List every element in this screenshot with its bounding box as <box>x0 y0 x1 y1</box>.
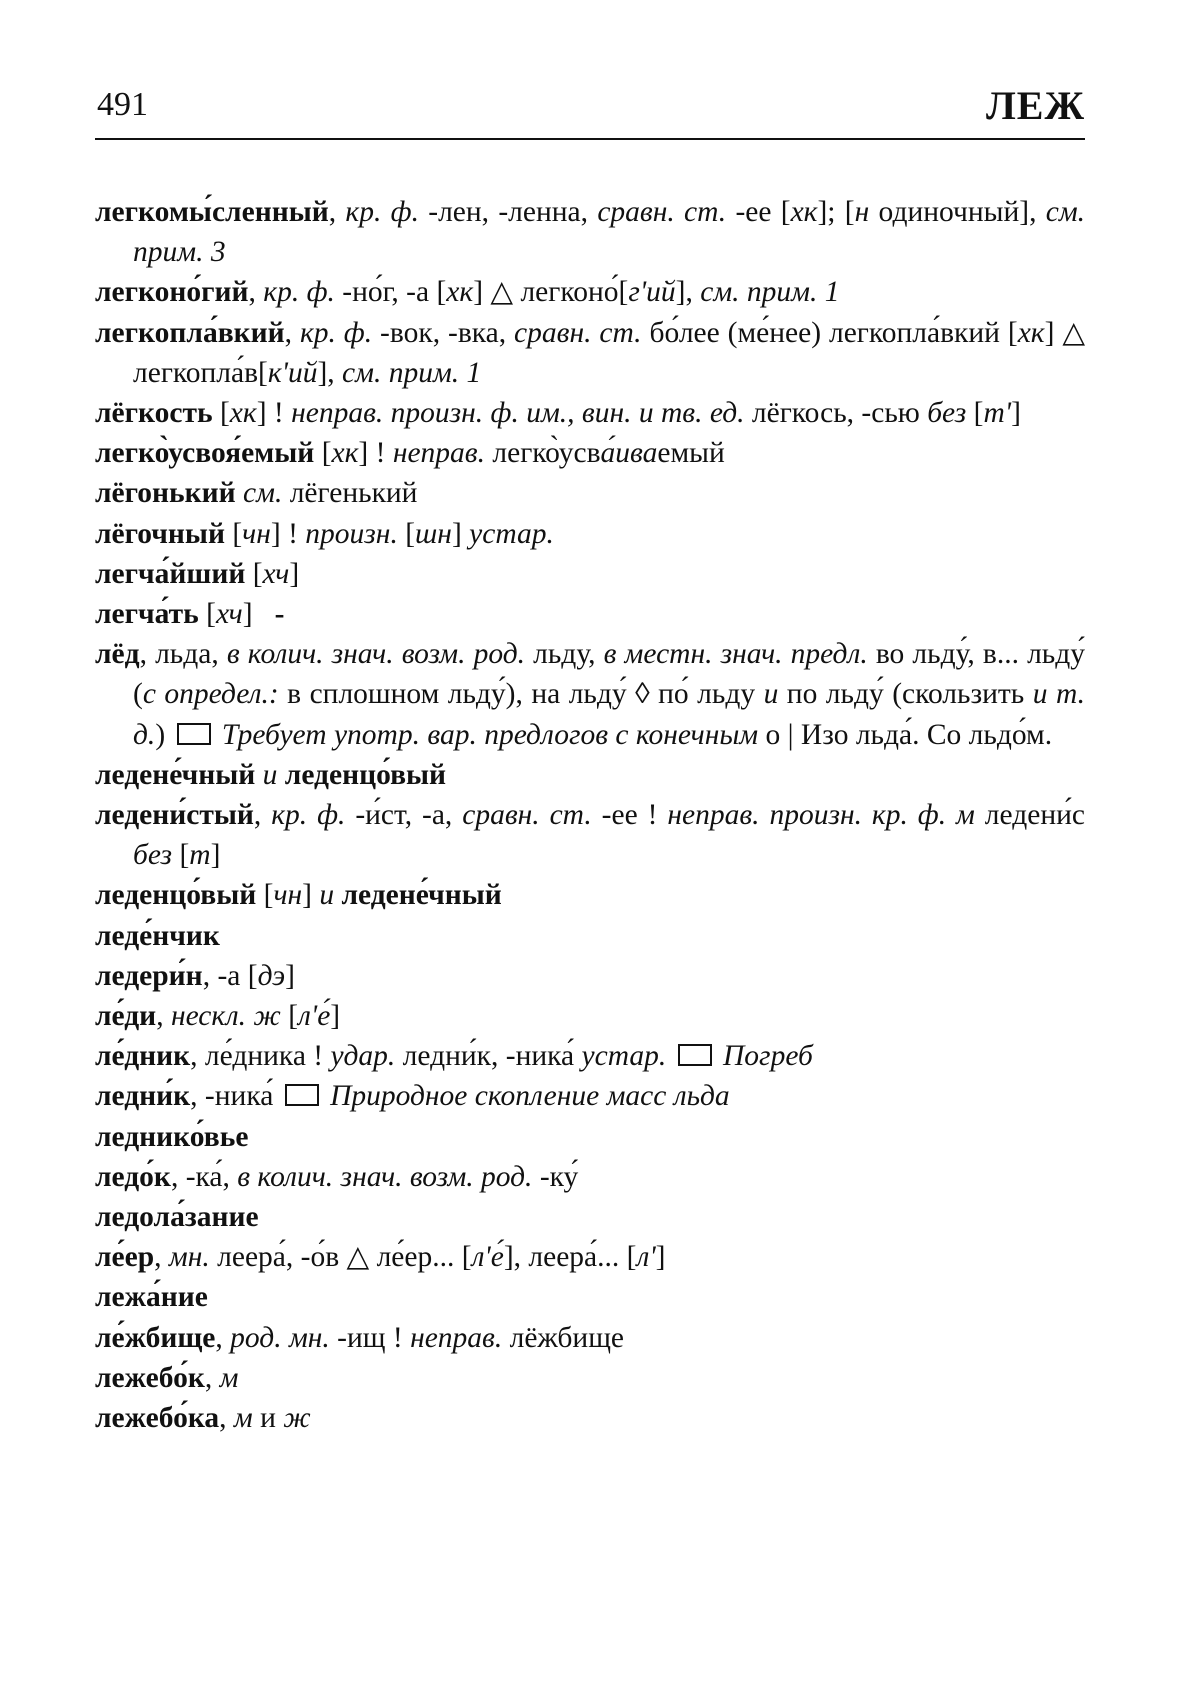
grammar-label: кʹий <box>267 356 318 389</box>
dictionary-entry <box>95 1197 1085 1237</box>
entry-text: ]; [ <box>817 196 855 228</box>
dictionary-entry <box>95 272 1085 312</box>
dictionary-entry <box>95 1117 1085 1157</box>
entry-text: ] <box>242 598 253 631</box>
grammar-label: и т. д. <box>133 678 1085 751</box>
headword: леде́нчик <box>95 919 220 952</box>
dictionary-entry: легча́ть [хч] - <box>95 598 285 631</box>
entry-text: ] △ легкопла́в[ <box>133 316 1086 389</box>
grammar-label: м <box>219 1361 239 1394</box>
grammar-label: устар. <box>469 517 554 550</box>
dictionary-entry <box>95 1398 1085 1438</box>
entry-text: и <box>252 1402 284 1435</box>
entry-text: бо́лее (ме́нее) легкопла́вкий [ <box>641 316 1018 349</box>
entry-text <box>716 1040 723 1072</box>
grammar-label: произн. <box>305 517 398 550</box>
grammar-label: тʹ <box>983 397 1012 430</box>
page-number: 491 <box>97 86 148 123</box>
dictionary-entry <box>95 1358 1085 1398</box>
dictionary-entry <box>95 473 1085 513</box>
definition-box-icon <box>678 1044 712 1066</box>
grammar-label: без <box>133 839 173 872</box>
grammar-label: сравн. ст. <box>462 799 592 832</box>
entry-text: [ <box>198 598 216 631</box>
grammar-label: см. <box>243 477 283 510</box>
grammar-label: хч <box>215 598 243 631</box>
header-rule <box>95 138 1085 140</box>
entry-text <box>236 477 243 509</box>
cross-ref-headword: ледене́чный <box>341 879 502 912</box>
entry-text: ], <box>317 356 343 389</box>
dictionary-entry <box>95 1277 1085 1317</box>
entry-text: ] <box>330 1000 341 1033</box>
grammar-label: в местн. знач. предл. <box>603 638 868 671</box>
entry-text: о | Изо льда́. Со льдо́м. <box>758 718 1053 751</box>
entry-text: -но́г, -а [ <box>334 276 447 309</box>
entry-text: , <box>215 1321 231 1354</box>
entry-text <box>323 1080 330 1112</box>
entry-text: легко̀усв <box>485 437 601 470</box>
entry-text: -лен, -ленна, <box>418 196 598 228</box>
headword: леденцо́вый <box>95 879 257 912</box>
grammar-label: хч <box>262 557 290 590</box>
entry-text: -ее [ <box>726 196 791 228</box>
grammar-label: кр. ф. <box>345 196 419 228</box>
grammar-label: см. прим. 3 <box>133 196 1086 269</box>
definition-box-icon <box>177 723 211 745</box>
entry-text: , <box>204 1361 220 1394</box>
entry-text: лёгенький <box>282 477 418 510</box>
entry-text: ] <box>210 839 221 872</box>
entry-text: , <box>253 799 272 832</box>
entry-text: ] ! <box>256 397 292 430</box>
grammar-label: неправ. произн. ф. им., вин. и тв. ед. <box>291 397 745 430</box>
entry-text: , <box>328 196 346 228</box>
grammar-label: неправ. <box>392 437 485 470</box>
dictionary-entry <box>95 514 1085 554</box>
grammar-label: лʹе́ <box>471 1241 504 1274</box>
dictionary-entry <box>95 1076 1085 1116</box>
entry-text: [ <box>966 397 984 430</box>
headword: лёгочный <box>95 517 225 550</box>
headword: ледене́чный <box>95 758 256 791</box>
dictionary-entry <box>95 916 1085 956</box>
dictionary-entry <box>95 875 1085 915</box>
entry-text <box>666 1040 673 1072</box>
grammar-label: неправ. <box>410 1321 503 1354</box>
entry-text: в сплошном льду́), на льду́ ◊ по́ льду <box>278 678 764 711</box>
entry-text <box>334 879 341 911</box>
grammar-label: Требует употр. вар. предлогов с конечным <box>221 718 759 751</box>
headword: легча́ть <box>95 598 199 631</box>
headword: легкомы́сленный <box>95 196 329 228</box>
headword: лёгкость <box>95 397 213 430</box>
entry-text: во льду́, в... льду́ ( <box>133 638 1086 711</box>
grammar-label: чн <box>242 517 271 550</box>
entry-text: [ <box>314 437 332 470</box>
entry-text: [ <box>256 879 274 912</box>
entry-text: , <box>248 276 264 309</box>
guide-word: ЛЕЖ <box>985 83 1085 128</box>
dictionary-entry <box>95 996 1085 1036</box>
dictionary-entry <box>95 1237 1085 1277</box>
cross-ref-headword: леденцо́вый <box>284 758 447 791</box>
headword: лежа́ние <box>95 1281 208 1314</box>
grammar-label: без <box>927 397 967 430</box>
entry-text: ] △ легконо́[ <box>473 276 629 309</box>
entry-text: -ее ! <box>591 799 668 832</box>
entry-text: , ле́дника ! <box>190 1040 331 1073</box>
entry-text: -ищ ! <box>329 1321 411 1354</box>
entry-text: одиночный], <box>869 196 1046 228</box>
entry-text: , -ника́ <box>190 1080 281 1113</box>
grammar-label: род. мн. <box>230 1321 330 1354</box>
grammar-label: гʹий <box>628 276 676 309</box>
headword: ледо́к <box>95 1160 171 1193</box>
entry-text: , <box>284 316 300 349</box>
headword: лёд <box>95 638 140 671</box>
entry-text: [ <box>280 1000 299 1033</box>
entry-text: , льда, <box>139 638 227 671</box>
dictionary-entry <box>95 433 1085 473</box>
grammar-label: хк <box>229 397 257 430</box>
entry-text: , <box>156 1000 171 1033</box>
grammar-label: неправ. произн. кр. ф. м <box>667 799 975 832</box>
dictionary-entry <box>95 1318 1085 1358</box>
headword: ле́жбище <box>95 1321 216 1354</box>
dictionary-entry <box>95 634 1085 755</box>
headword: лежебо́к <box>95 1361 205 1394</box>
headword: лежебо́ка <box>95 1402 220 1435</box>
grammar-label: сравн. ст. <box>597 196 727 228</box>
grammar-label: в колич. знач. возм. род. <box>237 1160 533 1193</box>
headword: ледери́н <box>95 959 203 992</box>
grammar-label: см. прим. 1 <box>342 356 482 389</box>
entry-text: [ <box>224 517 243 550</box>
grammar-label: нескл. ж <box>170 1000 281 1033</box>
dictionary-entry <box>95 554 1085 594</box>
grammar-label: чн <box>273 879 303 912</box>
entry-text: [ <box>397 517 416 550</box>
grammar-label: лʹ <box>636 1241 656 1274</box>
grammar-label: и <box>319 879 335 912</box>
entry-text: ледени́с <box>974 799 1086 832</box>
grammar-label: н <box>854 196 870 228</box>
entry-text: , <box>154 1241 169 1274</box>
dictionary-entry <box>95 956 1085 996</box>
grammar-label: дэ <box>257 959 286 992</box>
dictionary-entry <box>95 192 1085 272</box>
entry-text: -ку́ <box>532 1160 579 1193</box>
headword: легко̀усвоя́емый <box>95 437 315 470</box>
dictionary-entry <box>95 795 1085 875</box>
entry-text: [ <box>172 839 190 872</box>
page-header <box>95 82 1085 140</box>
grammar-label: в колич. знач. возм. род. <box>226 638 526 671</box>
entry-text: ], <box>675 276 701 309</box>
grammar-label: а́ива <box>600 437 658 470</box>
headword: ле́ер <box>95 1241 155 1274</box>
entry-text: льду, <box>525 638 604 671</box>
headword: леднико́вье <box>95 1120 249 1153</box>
entry-text: ] ! <box>358 437 393 470</box>
entry-text: леера́, -о́в △ ле́ер... [ <box>209 1241 472 1274</box>
entry-text: ], леера́... [ <box>503 1241 637 1274</box>
grammar-label: и <box>262 758 278 791</box>
dictionary-entry <box>95 1157 1085 1197</box>
entry-text: ] <box>451 517 470 550</box>
headword: ледола́зание <box>95 1201 259 1234</box>
grammar-label: лʹе́ <box>298 1000 331 1033</box>
headword: ле́дник <box>95 1040 191 1073</box>
headword: легча́йший <box>95 557 246 590</box>
entry-list <box>95 192 1085 1438</box>
entry-text: ] <box>1011 397 1021 430</box>
entry-text <box>255 759 262 791</box>
entry-text: ) <box>155 718 173 751</box>
grammar-label: шн <box>415 517 452 550</box>
entry-text <box>277 759 284 791</box>
entry-text: ледни́к, -ника́ <box>395 1040 582 1073</box>
headword: ле́ди <box>95 1000 157 1033</box>
grammar-label: м <box>233 1402 253 1435</box>
dictionary-entry <box>95 393 1085 433</box>
entry-text: ] ! <box>270 517 306 550</box>
entry-text: ] <box>289 557 300 590</box>
grammar-label: кр. ф. <box>271 799 346 832</box>
headword: ледни́к <box>95 1080 191 1113</box>
grammar-label: хк <box>790 196 818 228</box>
entry-text: емый <box>657 437 725 470</box>
entry-text: ] <box>285 959 295 992</box>
grammar-label: см. прим. 1 <box>700 276 840 309</box>
entry-text: -вок, -вка, <box>372 316 515 349</box>
entry-text: ] <box>655 1241 666 1274</box>
entry-text: лёгкось, -сью <box>744 397 928 430</box>
grammar-label: хк <box>331 437 359 470</box>
dictionary-entry <box>95 1036 1085 1076</box>
entry-text: , <box>219 1402 234 1435</box>
dictionary-entry <box>95 313 1085 393</box>
entry-text: , -а [ <box>202 959 258 992</box>
grammar-label: хк <box>1017 316 1045 349</box>
entry-text: [ <box>212 397 230 430</box>
headword: легкопла́вкий <box>95 316 285 349</box>
grammar-label: т <box>189 839 211 872</box>
grammar-label: устар. <box>581 1040 667 1073</box>
entry-text: лёжбище <box>502 1321 625 1354</box>
headword: ледени́стый <box>95 799 254 832</box>
headword: лёгонький <box>95 477 236 510</box>
entry-text: по льду́ (скользить <box>778 678 1033 711</box>
grammar-label: сравн. ст. <box>514 316 642 349</box>
grammar-label: и <box>763 678 779 711</box>
grammar-label: кр. ф. <box>299 316 373 349</box>
grammar-label: кр. ф. <box>263 276 335 309</box>
grammar-label: ж <box>283 1402 311 1435</box>
grammar-label: Природное скопление масс льда <box>330 1080 730 1113</box>
grammar-label: хк <box>446 276 474 309</box>
entry-text: -и́ст, -а, <box>345 799 463 832</box>
entry-text: , -ка́, <box>170 1160 238 1193</box>
entry-text: ] <box>302 879 320 912</box>
dictionary-entry <box>95 755 1085 795</box>
grammar-label: мн. <box>168 1241 210 1274</box>
headword: легконо́гий <box>95 276 249 309</box>
grammar-label: с определ.: <box>142 678 279 711</box>
grammar-label: удар. <box>330 1040 396 1073</box>
grammar-label: Погреб <box>723 1040 813 1073</box>
entry-text: [ <box>245 557 263 590</box>
entry-text <box>215 719 222 751</box>
definition-box-icon <box>285 1084 319 1106</box>
